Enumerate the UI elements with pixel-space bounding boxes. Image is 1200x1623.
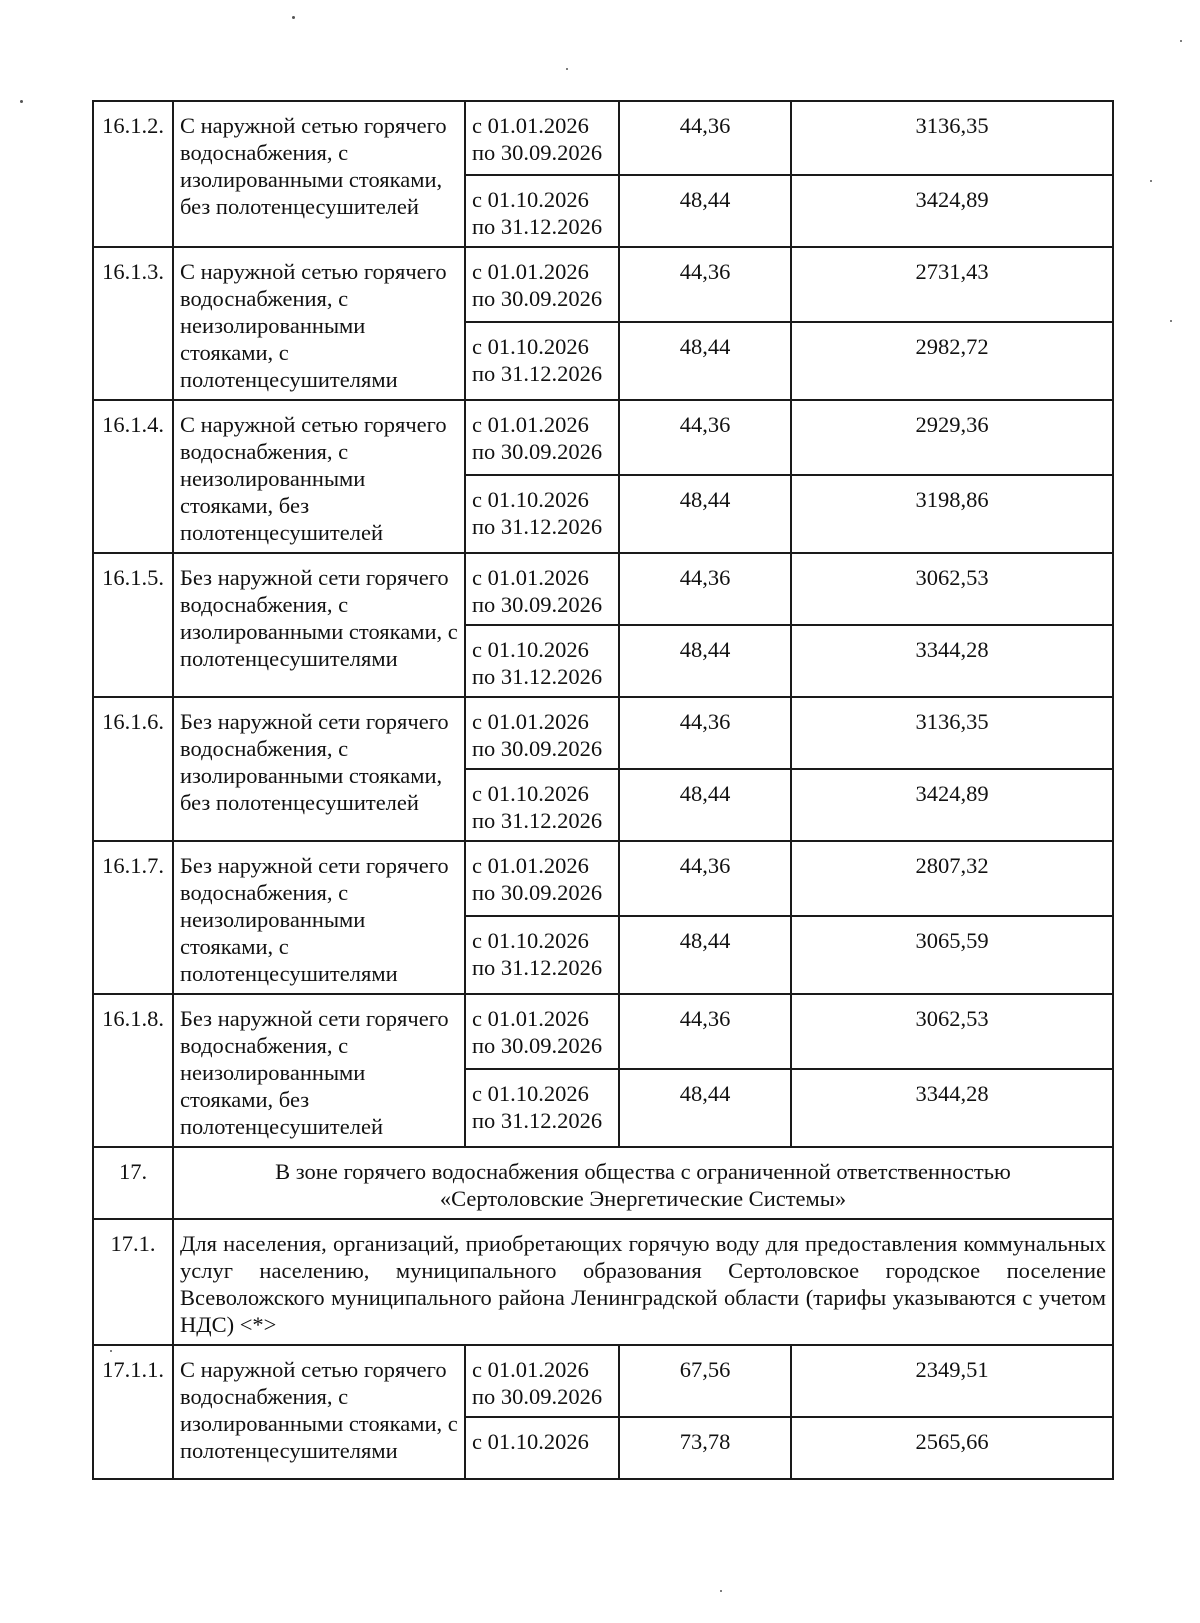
period-from: с 01.01.2026 [472, 113, 589, 138]
tariff-value-1: 48,44 [619, 625, 791, 697]
scan-speck [292, 16, 295, 19]
scan-speck [1180, 40, 1182, 42]
section-title-line-1: В зоне горячего водоснабжения общества с ограниченной ответственностью [275, 1159, 1011, 1184]
row-number: 16.1.7. [93, 841, 173, 994]
period-from: с 01.10.2026 [472, 781, 589, 806]
period-cell [465, 994, 619, 1069]
tariff-value-1: 48,44 [619, 769, 791, 841]
period-from: с 01.01.2026 [472, 1357, 589, 1382]
row-description: С наружной сетью горячего водоснабжения, с изолированными стояками, с полотенцесушителями [173, 1345, 465, 1479]
tariff-value-1: 48,44 [619, 322, 791, 400]
tariff-value-1: 48,44 [619, 175, 791, 247]
scan-speck [1150, 180, 1152, 182]
table-row [93, 400, 1113, 475]
tariff-value-2: 3198,86 [791, 475, 1113, 553]
scan-speck [720, 1590, 722, 1592]
section-row [93, 1219, 1113, 1345]
period-cell [465, 1345, 619, 1417]
tariff-value-1: 44,36 [619, 247, 791, 322]
period-to: по 31.12.2026 [472, 664, 603, 689]
period-cell [465, 1069, 619, 1147]
table-row [93, 1345, 1113, 1417]
row-number: 16.1.2. [93, 101, 173, 247]
row-number: 16.1.6. [93, 697, 173, 841]
table-row [93, 841, 1113, 916]
tariff-value-1: 44,36 [619, 841, 791, 916]
tariff-value-1: 44,36 [619, 101, 791, 175]
period-from: с 01.01.2026 [472, 565, 589, 590]
row-description: Без наружной сети горячего водоснабжения, с изолированными стояками, с полотенцесушителями [173, 553, 465, 697]
period-from: с 01.01.2026 [472, 853, 589, 878]
period-cell [465, 322, 619, 400]
period-to: по 30.09.2026 [472, 286, 603, 311]
section-title [173, 1147, 1113, 1219]
period-from: с 01.10.2026 [472, 1429, 589, 1454]
table-row [93, 101, 1113, 175]
section-row [93, 1147, 1113, 1219]
tariff-value-1: 44,36 [619, 994, 791, 1069]
section-number: 17. [93, 1147, 173, 1219]
tariff-value-2: 3136,35 [791, 101, 1113, 175]
row-number: 16.1.5. [93, 553, 173, 697]
tariff-value-2: 2349,51 [791, 1345, 1113, 1417]
period-to: по 31.12.2026 [472, 808, 603, 833]
period-cell [465, 553, 619, 625]
period-to: по 30.09.2026 [472, 592, 603, 617]
period-cell [465, 475, 619, 553]
period-from: с 01.01.2026 [472, 709, 589, 734]
tariff-value-2: 3344,28 [791, 1069, 1113, 1147]
row-description: Без наружной сети горячего водоснабжения, с изолированными стояками, без полотенцесушителей [173, 697, 465, 841]
period-to: по 31.12.2026 [472, 361, 603, 387]
period-to: по 30.09.2026 [472, 1033, 603, 1058]
row-number: 17.1.1. [93, 1345, 173, 1479]
row-number: 16.1.8. [93, 994, 173, 1147]
period-from: с 01.01.2026 [472, 412, 589, 437]
tariff-value-1: 67,56 [619, 1345, 791, 1417]
period-from: с 01.10.2026 [472, 1081, 589, 1107]
period-to: по 31.12.2026 [472, 514, 603, 540]
table-row [93, 553, 1113, 625]
tariff-value-1: 44,36 [619, 553, 791, 625]
tariff-value-2: 2807,32 [791, 841, 1113, 916]
period-cell [465, 841, 619, 916]
period-to: по 30.09.2026 [472, 140, 603, 165]
row-number: 16.1.3. [93, 247, 173, 400]
subsection-number: 17.1. [93, 1219, 173, 1345]
period-to: по 30.09.2026 [472, 736, 603, 761]
tariff-value-2: 2731,43 [791, 247, 1113, 322]
scan-speck [1170, 320, 1172, 322]
row-description: С наружной сетью горячего водоснабжения, с изолированными стояками, без полотенцесушителей [173, 101, 465, 247]
row-number: 16.1.4. [93, 400, 173, 553]
table-row [93, 994, 1113, 1069]
period-cell [465, 400, 619, 475]
tariff-value-1: 48,44 [619, 916, 791, 994]
scan-speck [566, 68, 568, 70]
period-cell [465, 175, 619, 247]
period-cell [465, 916, 619, 994]
period-to: по 31.12.2026 [472, 214, 603, 239]
period-to: по 30.09.2026 [472, 1384, 603, 1409]
period-from: с 01.10.2026 [472, 637, 589, 662]
row-description: Без наружной сети горячего водоснабжения, с неизолированными стояками, с полотенцесушителями [173, 841, 465, 994]
tariff-value-1: 44,36 [619, 697, 791, 769]
period-from: с 01.10.2026 [472, 187, 589, 212]
tariff-value-2: 3344,28 [791, 625, 1113, 697]
scan-speck [20, 100, 23, 103]
period-from: с 01.10.2026 [472, 928, 589, 954]
tariff-value-2: 3136,35 [791, 697, 1113, 769]
section-title-line-2: «Сертоловские Энергетические Системы» [439, 1186, 847, 1211]
tariff-value-1: 48,44 [619, 475, 791, 553]
period-to: по 31.12.2026 [472, 955, 603, 981]
tariff-value-1: 44,36 [619, 400, 791, 475]
tariff-value-2: 3062,53 [791, 994, 1113, 1069]
tariff-value-1: 73,78 [619, 1417, 791, 1479]
tariff-value-2: 2565,66 [791, 1417, 1113, 1479]
period-cell [465, 625, 619, 697]
tariff-value-2: 2929,36 [791, 400, 1113, 475]
tariff-value-2: 2982,72 [791, 322, 1113, 400]
period-from: с 01.10.2026 [472, 334, 589, 360]
period-from: с 01.01.2026 [472, 259, 589, 284]
period-to: по 30.09.2026 [472, 439, 603, 464]
tariff-value-2: 3424,89 [791, 769, 1113, 841]
period-cell [465, 769, 619, 841]
subsection-text: Для населения, организаций, приобретающих горячую воду для предоставления коммунальных услуг населению, муниципального образования Сертоловское городское поселение Всеволожского муниципального района Ленинградской области (тарифы указываются с учетом НДС) <*> [173, 1219, 1113, 1345]
tariff-value-2: 3065,59 [791, 916, 1113, 994]
period-cell [465, 247, 619, 322]
tariff-table [92, 100, 1114, 1480]
period-to: по 30.09.2026 [472, 880, 603, 905]
period-from: с 01.01.2026 [472, 1006, 589, 1031]
period-cell [465, 1417, 619, 1479]
period-cell [465, 101, 619, 175]
tariff-value-1: 48,44 [619, 1069, 791, 1147]
row-description: С наружной сетью горячего водоснабжения, с неизолированными стояками, без полотенцесушителей [173, 400, 465, 553]
tariff-value-2: 3062,53 [791, 553, 1113, 625]
period-from: с 01.10.2026 [472, 487, 589, 513]
tariff-value-2: 3424,89 [791, 175, 1113, 247]
table-row [93, 247, 1113, 322]
period-cell [465, 697, 619, 769]
scan-speck [110, 1350, 112, 1352]
period-to: по 31.12.2026 [472, 1108, 603, 1134]
row-description: Без наружной сети горячего водоснабжения, с неизолированными стояками, без полотенцесушителей [173, 994, 465, 1147]
row-description: С наружной сетью горячего водоснабжения, с неизолированными стояками, с полотенцесушителями [173, 247, 465, 400]
table-row [93, 697, 1113, 769]
